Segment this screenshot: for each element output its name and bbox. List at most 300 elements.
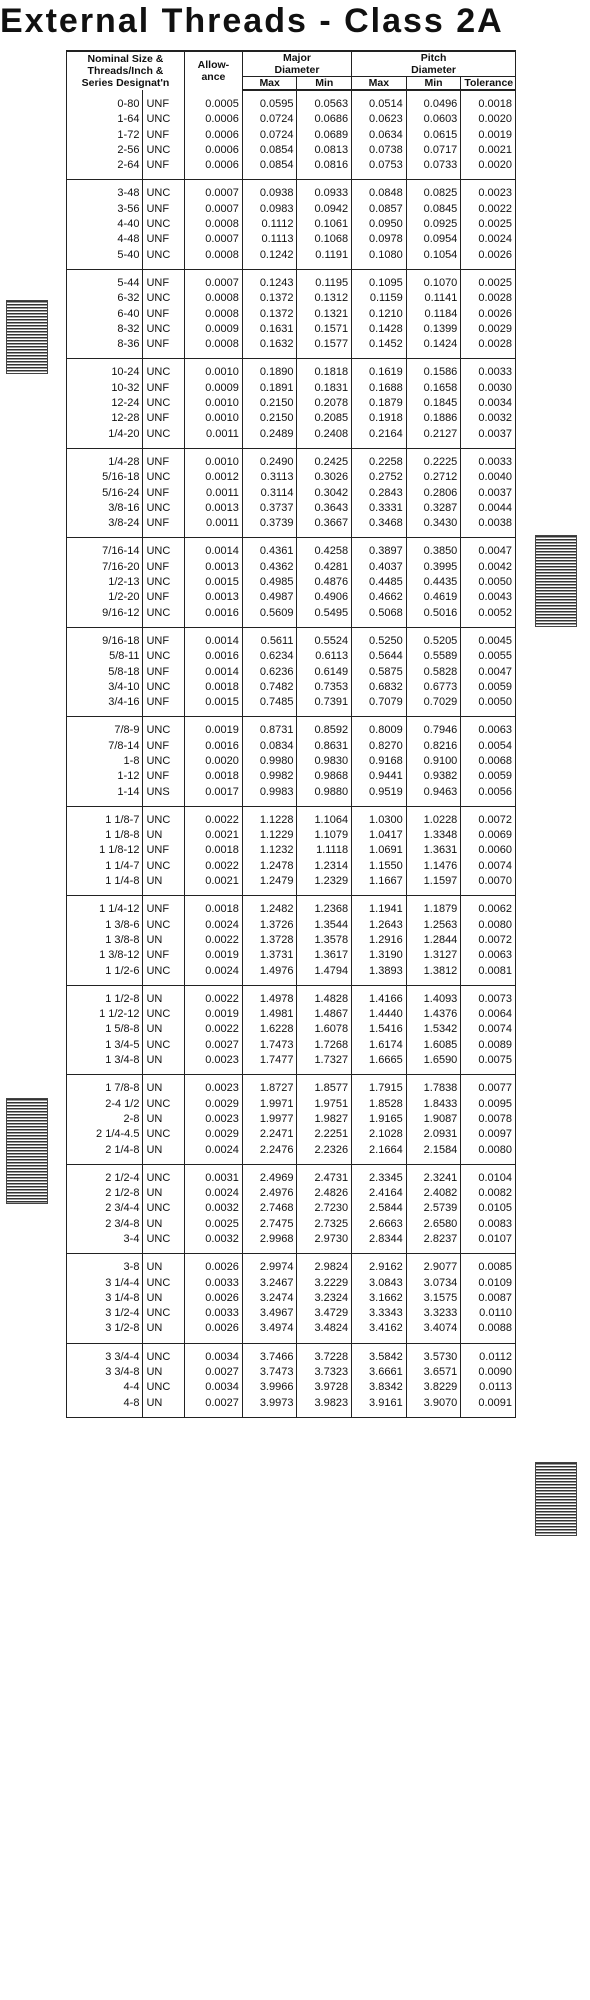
row-group bbox=[67, 180, 516, 269]
cell-allowance: 0.0007 bbox=[184, 180, 242, 202]
cell-series: UNF bbox=[143, 158, 185, 180]
cell-size: 3 1/4-4 bbox=[67, 1276, 143, 1291]
cell-pitch-min: 0.2127 bbox=[406, 427, 461, 449]
cell-major-min: 0.9868 bbox=[297, 769, 352, 784]
cell-allowance: 0.0024 bbox=[184, 918, 242, 933]
cell-size: 12-24 bbox=[67, 396, 143, 411]
cell-pitch-min: 0.6773 bbox=[406, 680, 461, 695]
cell-major-max: 2.7475 bbox=[242, 1217, 297, 1232]
cell-series: UNC bbox=[143, 680, 185, 695]
cell-major-max: 3.9973 bbox=[242, 1396, 297, 1418]
cell-pitch-max: 0.1095 bbox=[352, 269, 407, 291]
cell-size: 3 3/4-8 bbox=[67, 1365, 143, 1380]
cell-major-max: 1.2478 bbox=[242, 859, 297, 874]
cell-pitch-max: 2.3345 bbox=[352, 1164, 407, 1186]
cell-pitch-max: 0.5250 bbox=[352, 627, 407, 649]
cell-series: UNS bbox=[143, 785, 185, 807]
cell-size: 2 1/4-4.5 bbox=[67, 1127, 143, 1142]
cell-series: UN bbox=[143, 874, 185, 896]
cell-major-min: 3.7323 bbox=[297, 1365, 352, 1380]
cell-major-max: 1.2479 bbox=[242, 874, 297, 896]
table-row bbox=[67, 785, 516, 807]
cell-major-min: 1.2329 bbox=[297, 874, 352, 896]
cell-pitch-max: 1.5416 bbox=[352, 1022, 407, 1037]
cell-major-max: 0.0854 bbox=[242, 158, 297, 180]
cell-pitch-max: 1.3190 bbox=[352, 948, 407, 963]
cell-major-min: 0.0813 bbox=[297, 143, 352, 158]
cell-series: UNF bbox=[143, 411, 185, 426]
cell-series: UN bbox=[143, 1143, 185, 1165]
cell-size: 3/4-10 bbox=[67, 680, 143, 695]
cell-allowance: 0.0011 bbox=[184, 516, 242, 538]
cell-major-min: 2.9824 bbox=[297, 1254, 352, 1276]
cell-series: UNC bbox=[143, 217, 185, 232]
cell-allowance: 0.0018 bbox=[184, 896, 242, 918]
cell-pitch-min: 0.1399 bbox=[406, 322, 461, 337]
cell-pitch-min: 2.6580 bbox=[406, 1217, 461, 1232]
table-row bbox=[67, 470, 516, 485]
cell-series: UN bbox=[143, 1291, 185, 1306]
cell-tolerance: 0.0109 bbox=[461, 1276, 516, 1291]
cell-series: UN bbox=[143, 1217, 185, 1232]
cell-major-min: 1.4867 bbox=[297, 1007, 352, 1022]
cell-series: UNC bbox=[143, 112, 185, 127]
cell-size: 1/2-20 bbox=[67, 590, 143, 605]
cell-series: UNC bbox=[143, 1276, 185, 1291]
cell-series: UNF bbox=[143, 381, 185, 396]
cell-tolerance: 0.0028 bbox=[461, 291, 516, 306]
thread-stripe-decoration bbox=[6, 300, 48, 374]
header-nominal-line: Threads/Inch & bbox=[87, 65, 164, 77]
cell-tolerance: 0.0033 bbox=[461, 359, 516, 381]
cell-pitch-min: 0.8216 bbox=[406, 739, 461, 754]
table-row bbox=[67, 896, 516, 918]
cell-pitch-min: 0.1586 bbox=[406, 359, 461, 381]
table-row bbox=[67, 769, 516, 784]
cell-tolerance: 0.0078 bbox=[461, 1112, 516, 1127]
table-row bbox=[67, 843, 516, 858]
cell-pitch-min: 0.3287 bbox=[406, 501, 461, 516]
row-group bbox=[67, 1164, 516, 1253]
cell-major-max: 1.4978 bbox=[242, 985, 297, 1007]
table-row bbox=[67, 538, 516, 560]
cell-pitch-max: 0.7079 bbox=[352, 695, 407, 717]
cell-allowance: 0.0032 bbox=[184, 1201, 242, 1216]
cell-major-min: 0.0689 bbox=[297, 128, 352, 143]
cell-series: UNF bbox=[143, 769, 185, 784]
cell-major-min: 0.1068 bbox=[297, 232, 352, 247]
cell-tolerance: 0.0056 bbox=[461, 785, 516, 807]
cell-tolerance: 0.0081 bbox=[461, 964, 516, 986]
cell-series: UNC bbox=[143, 717, 185, 739]
cell-major-min: 2.7325 bbox=[297, 1217, 352, 1232]
cell-tolerance: 0.0063 bbox=[461, 948, 516, 963]
cell-pitch-min: 0.9100 bbox=[406, 754, 461, 769]
cell-pitch-max: 1.4440 bbox=[352, 1007, 407, 1022]
table-row bbox=[67, 1343, 516, 1365]
cell-pitch-min: 0.1845 bbox=[406, 396, 461, 411]
cell-size: 1 1/2-12 bbox=[67, 1007, 143, 1022]
cell-pitch-min: 2.9077 bbox=[406, 1254, 461, 1276]
table-row bbox=[67, 1112, 516, 1127]
cell-size: 3/8-16 bbox=[67, 501, 143, 516]
cell-pitch-max: 1.4166 bbox=[352, 985, 407, 1007]
cell-tolerance: 0.0077 bbox=[461, 1075, 516, 1097]
cell-major-min: 1.1118 bbox=[297, 843, 352, 858]
cell-allowance: 0.0014 bbox=[184, 665, 242, 680]
cell-major-max: 2.4969 bbox=[242, 1164, 297, 1186]
cell-allowance: 0.0013 bbox=[184, 590, 242, 605]
cell-tolerance: 0.0059 bbox=[461, 769, 516, 784]
cell-pitch-min: 0.5205 bbox=[406, 627, 461, 649]
cell-allowance: 0.0018 bbox=[184, 680, 242, 695]
cell-allowance: 0.0007 bbox=[184, 232, 242, 247]
cell-major-max: 0.9982 bbox=[242, 769, 297, 784]
cell-allowance: 0.0022 bbox=[184, 1022, 242, 1037]
cell-pitch-max: 1.1550 bbox=[352, 859, 407, 874]
cell-tolerance: 0.0032 bbox=[461, 411, 516, 426]
cell-major-min: 1.2368 bbox=[297, 896, 352, 918]
cell-series: UNF bbox=[143, 516, 185, 538]
header-major-line: Diameter bbox=[274, 64, 320, 76]
cell-size: 2-4 1/2 bbox=[67, 1097, 143, 1112]
cell-major-max: 1.3728 bbox=[242, 933, 297, 948]
cell-tolerance: 0.0044 bbox=[461, 501, 516, 516]
cell-allowance: 0.0016 bbox=[184, 649, 242, 664]
cell-size: 10-24 bbox=[67, 359, 143, 381]
cell-pitch-max: 0.1159 bbox=[352, 291, 407, 306]
row-group bbox=[67, 1075, 516, 1164]
cell-tolerance: 0.0105 bbox=[461, 1201, 516, 1216]
table-row bbox=[67, 112, 516, 127]
cell-tolerance: 0.0050 bbox=[461, 575, 516, 590]
cell-pitch-min: 0.1141 bbox=[406, 291, 461, 306]
cell-tolerance: 0.0112 bbox=[461, 1343, 516, 1365]
cell-series: UNC bbox=[143, 322, 185, 337]
cell-tolerance: 0.0037 bbox=[461, 486, 516, 501]
cell-pitch-max: 0.2164 bbox=[352, 427, 407, 449]
table-row bbox=[67, 1380, 516, 1395]
cell-allowance: 0.0029 bbox=[184, 1097, 242, 1112]
cell-size: 3 3/4-4 bbox=[67, 1343, 143, 1365]
cell-major-max: 0.0595 bbox=[242, 90, 297, 112]
cell-pitch-max: 1.1941 bbox=[352, 896, 407, 918]
cell-major-min: 2.4826 bbox=[297, 1186, 352, 1201]
cell-pitch-min: 3.9070 bbox=[406, 1396, 461, 1418]
cell-pitch-min: 0.4619 bbox=[406, 590, 461, 605]
table-row bbox=[67, 627, 516, 649]
cell-size: 2-56 bbox=[67, 143, 143, 158]
cell-series: UNC bbox=[143, 1306, 185, 1321]
cell-pitch-min: 1.3127 bbox=[406, 948, 461, 963]
cell-pitch-min: 3.0734 bbox=[406, 1276, 461, 1291]
cell-size: 5/8-11 bbox=[67, 649, 143, 664]
cell-pitch-max: 2.6663 bbox=[352, 1217, 407, 1232]
cell-major-min: 0.8631 bbox=[297, 739, 352, 754]
cell-major-min: 3.2324 bbox=[297, 1291, 352, 1306]
table-row bbox=[67, 739, 516, 754]
header-major-diameter bbox=[242, 51, 351, 77]
cell-tolerance: 0.0073 bbox=[461, 985, 516, 1007]
cell-allowance: 0.0021 bbox=[184, 874, 242, 896]
cell-series: UN bbox=[143, 1321, 185, 1343]
cell-size: 1 1/4-12 bbox=[67, 896, 143, 918]
cell-major-min: 0.1195 bbox=[297, 269, 352, 291]
cell-pitch-min: 0.7029 bbox=[406, 695, 461, 717]
cell-series: UNF bbox=[143, 337, 185, 359]
cell-allowance: 0.0006 bbox=[184, 143, 242, 158]
cell-allowance: 0.0033 bbox=[184, 1306, 242, 1321]
cell-allowance: 0.0006 bbox=[184, 112, 242, 127]
cell-tolerance: 0.0083 bbox=[461, 1217, 516, 1232]
cell-allowance: 0.0019 bbox=[184, 717, 242, 739]
cell-tolerance: 0.0040 bbox=[461, 470, 516, 485]
table-row bbox=[67, 985, 516, 1007]
cell-pitch-max: 0.2752 bbox=[352, 470, 407, 485]
cell-major-min: 1.1064 bbox=[297, 806, 352, 828]
header-pitch-diameter bbox=[352, 51, 516, 77]
cell-size: 1-72 bbox=[67, 128, 143, 143]
cell-tolerance: 0.0075 bbox=[461, 1053, 516, 1075]
cell-series: UN bbox=[143, 1186, 185, 1201]
cell-allowance: 0.0011 bbox=[184, 486, 242, 501]
cell-size: 1-64 bbox=[67, 112, 143, 127]
cell-pitch-min: 1.7838 bbox=[406, 1075, 461, 1097]
cell-major-min: 0.0816 bbox=[297, 158, 352, 180]
cell-allowance: 0.0013 bbox=[184, 501, 242, 516]
cell-series: UN bbox=[143, 1365, 185, 1380]
table-row bbox=[67, 1365, 516, 1380]
cell-size: 4-48 bbox=[67, 232, 143, 247]
cell-tolerance: 0.0080 bbox=[461, 918, 516, 933]
cell-series: UNC bbox=[143, 806, 185, 828]
cell-pitch-max: 0.2258 bbox=[352, 448, 407, 470]
cell-major-max: 0.1112 bbox=[242, 217, 297, 232]
cell-pitch-max: 1.7915 bbox=[352, 1075, 407, 1097]
table-row bbox=[67, 269, 516, 291]
cell-pitch-min: 0.9463 bbox=[406, 785, 461, 807]
table-row bbox=[67, 337, 516, 359]
cell-allowance: 0.0023 bbox=[184, 1053, 242, 1075]
cell-allowance: 0.0007 bbox=[184, 202, 242, 217]
cell-size: 2 1/2-8 bbox=[67, 1186, 143, 1201]
cell-size: 4-8 bbox=[67, 1396, 143, 1418]
cell-major-max: 3.2467 bbox=[242, 1276, 297, 1291]
cell-pitch-max: 3.3343 bbox=[352, 1306, 407, 1321]
cell-allowance: 0.0008 bbox=[184, 307, 242, 322]
table-row bbox=[67, 232, 516, 247]
row-group bbox=[67, 1254, 516, 1343]
cell-major-min: 0.1061 bbox=[297, 217, 352, 232]
cell-series: UNC bbox=[143, 359, 185, 381]
cell-pitch-max: 2.1664 bbox=[352, 1143, 407, 1165]
cell-pitch-min: 1.6590 bbox=[406, 1053, 461, 1075]
cell-pitch-max: 0.5644 bbox=[352, 649, 407, 664]
cell-pitch-max: 1.9165 bbox=[352, 1112, 407, 1127]
cell-series: UNF bbox=[143, 695, 185, 717]
cell-pitch-max: 1.0417 bbox=[352, 828, 407, 843]
cell-major-min: 0.9830 bbox=[297, 754, 352, 769]
cell-major-max: 0.2150 bbox=[242, 411, 297, 426]
cell-tolerance: 0.0025 bbox=[461, 269, 516, 291]
cell-major-min: 2.2326 bbox=[297, 1143, 352, 1165]
cell-tolerance: 0.0021 bbox=[461, 143, 516, 158]
cell-pitch-min: 0.1886 bbox=[406, 411, 461, 426]
cell-pitch-min: 0.0845 bbox=[406, 202, 461, 217]
cell-allowance: 0.0009 bbox=[184, 381, 242, 396]
cell-tolerance: 0.0088 bbox=[461, 1321, 516, 1343]
cell-tolerance: 0.0082 bbox=[461, 1186, 516, 1201]
cell-size: 2 3/4-8 bbox=[67, 1217, 143, 1232]
cell-pitch-max: 1.0691 bbox=[352, 843, 407, 858]
cell-size: 1 3/4-5 bbox=[67, 1038, 143, 1053]
table-row bbox=[67, 396, 516, 411]
cell-major-min: 1.7327 bbox=[297, 1053, 352, 1075]
cell-pitch-max: 0.8270 bbox=[352, 739, 407, 754]
cell-series: UN bbox=[143, 1022, 185, 1037]
table-row bbox=[67, 381, 516, 396]
cell-major-min: 0.0563 bbox=[297, 90, 352, 112]
cell-pitch-min: 0.3850 bbox=[406, 538, 461, 560]
table-row bbox=[67, 448, 516, 470]
table-row bbox=[67, 717, 516, 739]
cell-major-min: 0.9880 bbox=[297, 785, 352, 807]
thread-stripe-decoration bbox=[535, 535, 577, 627]
table-row bbox=[67, 1217, 516, 1232]
cell-tolerance: 0.0110 bbox=[461, 1306, 516, 1321]
cell-tolerance: 0.0089 bbox=[461, 1038, 516, 1053]
cell-major-max: 1.3731 bbox=[242, 948, 297, 963]
cell-pitch-min: 2.3241 bbox=[406, 1164, 461, 1186]
cell-tolerance: 0.0090 bbox=[461, 1365, 516, 1380]
cell-allowance: 0.0034 bbox=[184, 1343, 242, 1365]
cell-major-max: 2.2476 bbox=[242, 1143, 297, 1165]
cell-pitch-max: 1.1667 bbox=[352, 874, 407, 896]
cell-pitch-max: 1.8528 bbox=[352, 1097, 407, 1112]
cell-pitch-max: 3.5842 bbox=[352, 1343, 407, 1365]
cell-allowance: 0.0024 bbox=[184, 1186, 242, 1201]
cell-allowance: 0.0008 bbox=[184, 291, 242, 306]
cell-allowance: 0.0017 bbox=[184, 785, 242, 807]
cell-allowance: 0.0010 bbox=[184, 448, 242, 470]
cell-pitch-min: 1.6085 bbox=[406, 1038, 461, 1053]
cell-major-max: 0.0724 bbox=[242, 112, 297, 127]
thread-stripe-decoration bbox=[535, 1462, 577, 1536]
cell-allowance: 0.0005 bbox=[184, 90, 242, 112]
cell-size: 9/16-12 bbox=[67, 606, 143, 628]
cell-pitch-max: 0.3897 bbox=[352, 538, 407, 560]
cell-pitch-min: 0.1658 bbox=[406, 381, 461, 396]
cell-major-max: 1.3726 bbox=[242, 918, 297, 933]
cell-size: 5-44 bbox=[67, 269, 143, 291]
cell-pitch-max: 0.1080 bbox=[352, 248, 407, 270]
cell-series: UNC bbox=[143, 606, 185, 628]
table-row bbox=[67, 828, 516, 843]
cell-series: UNF bbox=[143, 948, 185, 963]
header-nominal-line: Series Designat'n bbox=[81, 77, 170, 89]
table-row bbox=[67, 665, 516, 680]
cell-pitch-max: 2.4164 bbox=[352, 1186, 407, 1201]
table-row bbox=[67, 486, 516, 501]
cell-pitch-max: 0.1619 bbox=[352, 359, 407, 381]
cell-major-min: 3.4824 bbox=[297, 1321, 352, 1343]
cell-major-max: 0.9983 bbox=[242, 785, 297, 807]
cell-major-max: 1.7477 bbox=[242, 1053, 297, 1075]
cell-tolerance: 0.0062 bbox=[461, 896, 516, 918]
cell-tolerance: 0.0069 bbox=[461, 828, 516, 843]
cell-allowance: 0.0009 bbox=[184, 322, 242, 337]
cell-pitch-min: 3.8229 bbox=[406, 1380, 461, 1395]
cell-size: 4-40 bbox=[67, 217, 143, 232]
cell-series: UNC bbox=[143, 538, 185, 560]
cell-pitch-max: 2.8344 bbox=[352, 1232, 407, 1254]
header-major-max: Max bbox=[242, 77, 297, 91]
cell-pitch-max: 0.1688 bbox=[352, 381, 407, 396]
cell-pitch-max: 0.3331 bbox=[352, 501, 407, 516]
cell-major-max: 0.0983 bbox=[242, 202, 297, 217]
cell-pitch-min: 1.1597 bbox=[406, 874, 461, 896]
table-row bbox=[67, 516, 516, 538]
cell-size: 0-80 bbox=[67, 90, 143, 112]
cell-pitch-max: 0.0623 bbox=[352, 112, 407, 127]
cell-allowance: 0.0033 bbox=[184, 1276, 242, 1291]
cell-series: UNC bbox=[143, 918, 185, 933]
cell-size: 12-28 bbox=[67, 411, 143, 426]
cell-tolerance: 0.0104 bbox=[461, 1164, 516, 1186]
cell-allowance: 0.0026 bbox=[184, 1291, 242, 1306]
cell-pitch-max: 0.1428 bbox=[352, 322, 407, 337]
table-row bbox=[67, 590, 516, 605]
cell-pitch-max: 2.1028 bbox=[352, 1127, 407, 1142]
cell-allowance: 0.0022 bbox=[184, 933, 242, 948]
cell-major-min: 3.9728 bbox=[297, 1380, 352, 1395]
cell-size: 2 1/4-8 bbox=[67, 1143, 143, 1165]
cell-major-min: 2.9730 bbox=[297, 1232, 352, 1254]
cell-tolerance: 0.0080 bbox=[461, 1143, 516, 1165]
cell-series: UNC bbox=[143, 1164, 185, 1186]
cell-major-min: 0.5495 bbox=[297, 606, 352, 628]
cell-major-max: 3.7473 bbox=[242, 1365, 297, 1380]
cell-allowance: 0.0012 bbox=[184, 470, 242, 485]
cell-major-max: 0.2489 bbox=[242, 427, 297, 449]
thread-stripe-decoration bbox=[6, 1098, 48, 1204]
cell-series: UN bbox=[143, 1112, 185, 1127]
table-row bbox=[67, 859, 516, 874]
cell-major-min: 0.4876 bbox=[297, 575, 352, 590]
cell-series: UNC bbox=[143, 964, 185, 986]
cell-size: 5-40 bbox=[67, 248, 143, 270]
cell-tolerance: 0.0024 bbox=[461, 232, 516, 247]
cell-allowance: 0.0015 bbox=[184, 695, 242, 717]
cell-tolerance: 0.0060 bbox=[461, 843, 516, 858]
cell-pitch-max: 0.0634 bbox=[352, 128, 407, 143]
cell-series: UN bbox=[143, 985, 185, 1007]
cell-major-min: 0.0686 bbox=[297, 112, 352, 127]
cell-tolerance: 0.0072 bbox=[461, 806, 516, 828]
cell-pitch-min: 2.8237 bbox=[406, 1232, 461, 1254]
cell-series: UNF bbox=[143, 739, 185, 754]
cell-major-min: 0.3026 bbox=[297, 470, 352, 485]
cell-series: UNC bbox=[143, 754, 185, 769]
cell-tolerance: 0.0043 bbox=[461, 590, 516, 605]
table-row bbox=[67, 411, 516, 426]
cell-series: UNC bbox=[143, 1038, 185, 1053]
cell-size: 1 3/8-8 bbox=[67, 933, 143, 948]
cell-tolerance: 0.0097 bbox=[461, 1127, 516, 1142]
table-row bbox=[67, 1075, 516, 1097]
header-pitch-tolerance: Tolerance bbox=[461, 77, 516, 91]
cell-tolerance: 0.0019 bbox=[461, 128, 516, 143]
